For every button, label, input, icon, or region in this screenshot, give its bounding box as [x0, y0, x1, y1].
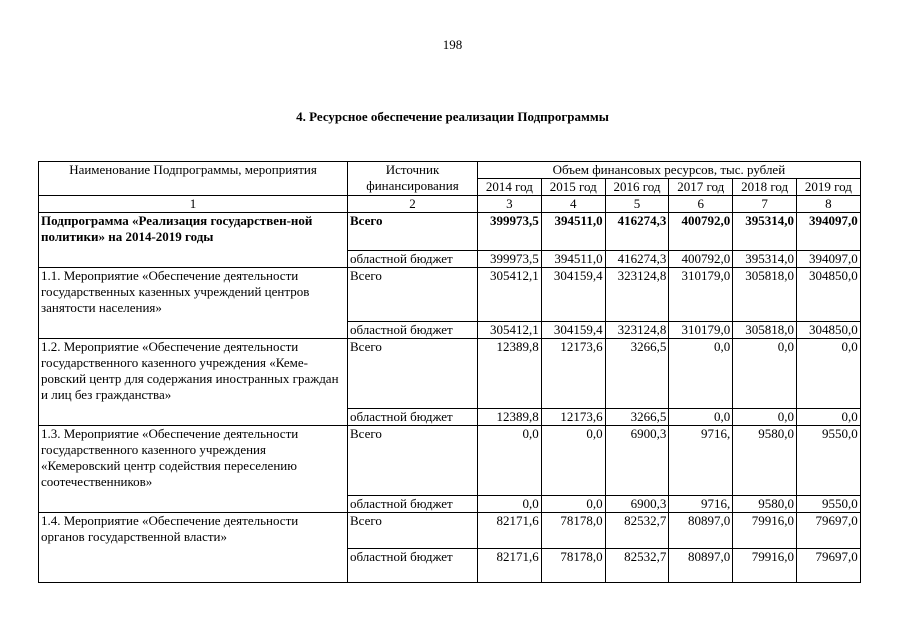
- value-cell: 78178,0: [541, 549, 605, 583]
- value-cell: 0,0: [669, 339, 733, 409]
- year-header: 2019 год: [796, 179, 860, 196]
- source-label: областной бюджет: [348, 251, 478, 268]
- value-cell: 6900,3: [605, 426, 669, 496]
- value-cell: 9550,0: [796, 426, 860, 496]
- source-label: Всего: [348, 268, 478, 322]
- value-cell: 305818,0: [733, 268, 797, 322]
- section-title: 4. Ресурсное обеспечение реализации Подпрограммы: [296, 109, 609, 124]
- value-cell: 394097,0: [796, 251, 860, 268]
- value-cell: 0,0: [733, 339, 797, 409]
- value-cell: 305818,0: [733, 322, 797, 339]
- value-cell: 79916,0: [733, 513, 797, 549]
- value-cell: 0,0: [478, 426, 542, 496]
- col-number: 4: [541, 196, 605, 213]
- value-cell: 79916,0: [733, 549, 797, 583]
- value-cell: 305412,1: [478, 322, 542, 339]
- value-cell: 0,0: [669, 409, 733, 426]
- value-cell: 399973,5: [478, 251, 542, 268]
- header-source: Источник финансирования: [348, 162, 478, 196]
- value-cell: 394097,0: [796, 213, 860, 251]
- table-row-total: [39, 426, 861, 496]
- value-cell: 82532,7: [605, 513, 669, 549]
- value-cell: 400792,0: [669, 213, 733, 251]
- value-cell: 399973,5: [478, 213, 542, 251]
- value-cell: 304159,4: [541, 268, 605, 322]
- value-cell: 0,0: [541, 496, 605, 513]
- resource-table: [38, 161, 861, 583]
- value-cell: 304850,0: [796, 322, 860, 339]
- value-cell: 79697,0: [796, 549, 860, 583]
- value-cell: 304159,4: [541, 322, 605, 339]
- source-label: Всего: [348, 513, 478, 549]
- value-cell: 12173,6: [541, 409, 605, 426]
- col-number: 8: [796, 196, 860, 213]
- table-row-total: [39, 339, 861, 409]
- row-name: 1.4. Мероприятие «Обеспечение деятельности органов государственной власти»: [39, 513, 348, 583]
- col-number: 2: [348, 196, 478, 213]
- value-cell: 9550,0: [796, 496, 860, 513]
- value-cell: 0,0: [478, 496, 542, 513]
- page-number: 198: [442, 37, 463, 52]
- value-cell: 9580,0: [733, 426, 797, 496]
- col-number: 7: [733, 196, 797, 213]
- year-header: 2017 год: [669, 179, 733, 196]
- row-name: 1.2. Мероприятие «Обеспечение деятельности государственного казенного учреждения «Кеме-ровский центр для содержания иностранных граждан и лиц без гражданства»: [39, 339, 348, 426]
- value-cell: 78178,0: [541, 513, 605, 549]
- source-label: областной бюджет: [348, 322, 478, 339]
- value-cell: 12389,8: [478, 339, 542, 409]
- col-number: 5: [605, 196, 669, 213]
- row-name: 1.1. Мероприятие «Обеспечение деятельности государственных казенных учреждений центров занятости населения»: [39, 268, 348, 339]
- value-cell: 79697,0: [796, 513, 860, 549]
- value-cell: 80897,0: [669, 513, 733, 549]
- value-cell: 6900,3: [605, 496, 669, 513]
- value-cell: 400792,0: [669, 251, 733, 268]
- header-row: [39, 162, 861, 179]
- value-cell: 305412,1: [478, 268, 542, 322]
- year-header: 2014 год: [478, 179, 542, 196]
- year-header: 2018 год: [733, 179, 797, 196]
- column-numbers-row: [39, 196, 861, 213]
- col-number: 1: [39, 196, 348, 213]
- value-cell: 304850,0: [796, 268, 860, 322]
- table-row-total: [39, 513, 861, 549]
- value-cell: 82171,6: [478, 513, 542, 549]
- value-cell: 0,0: [541, 426, 605, 496]
- row-name: 1.3. Мероприятие «Обеспечение деятельности государственного казенного учреждения «Кемеровский центр содействия переселению соотечественников»: [39, 426, 348, 513]
- value-cell: 9580,0: [733, 496, 797, 513]
- value-cell: 3266,5: [605, 409, 669, 426]
- value-cell: 3266,5: [605, 339, 669, 409]
- table-row-total: [39, 268, 861, 322]
- value-cell: 310179,0: [669, 322, 733, 339]
- value-cell: 9716,: [669, 496, 733, 513]
- value-cell: 9716,: [669, 426, 733, 496]
- value-cell: 0,0: [796, 409, 860, 426]
- value-cell: 323124,8: [605, 322, 669, 339]
- value-cell: 416274,3: [605, 251, 669, 268]
- value-cell: 395314,0: [733, 251, 797, 268]
- source-label: Всего: [348, 213, 478, 251]
- value-cell: 310179,0: [669, 268, 733, 322]
- year-header: 2016 год: [605, 179, 669, 196]
- source-label: областной бюджет: [348, 549, 478, 583]
- source-label: Всего: [348, 426, 478, 496]
- value-cell: 416274,3: [605, 213, 669, 251]
- value-cell: 395314,0: [733, 213, 797, 251]
- header-volume: Объем финансовых ресурсов, тыс. рублей: [478, 162, 861, 179]
- source-label: областной бюджет: [348, 409, 478, 426]
- value-cell: 323124,8: [605, 268, 669, 322]
- table-row-total: [39, 213, 861, 251]
- value-cell: 12389,8: [478, 409, 542, 426]
- value-cell: 394511,0: [541, 213, 605, 251]
- value-cell: 82532,7: [605, 549, 669, 583]
- value-cell: 394511,0: [541, 251, 605, 268]
- row-name: Подпрограмма «Реализация государствен-ной политики» на 2014-2019 годы: [39, 213, 348, 268]
- value-cell: 0,0: [733, 409, 797, 426]
- value-cell: 80897,0: [669, 549, 733, 583]
- value-cell: 82171,6: [478, 549, 542, 583]
- col-number: 6: [669, 196, 733, 213]
- source-label: областной бюджет: [348, 496, 478, 513]
- col-number: 3: [478, 196, 542, 213]
- value-cell: 0,0: [796, 339, 860, 409]
- source-label: Всего: [348, 339, 478, 409]
- value-cell: 12173,6: [541, 339, 605, 409]
- header-name: Наименование Подпрограммы, мероприятия: [39, 162, 348, 196]
- year-header: 2015 год: [541, 179, 605, 196]
